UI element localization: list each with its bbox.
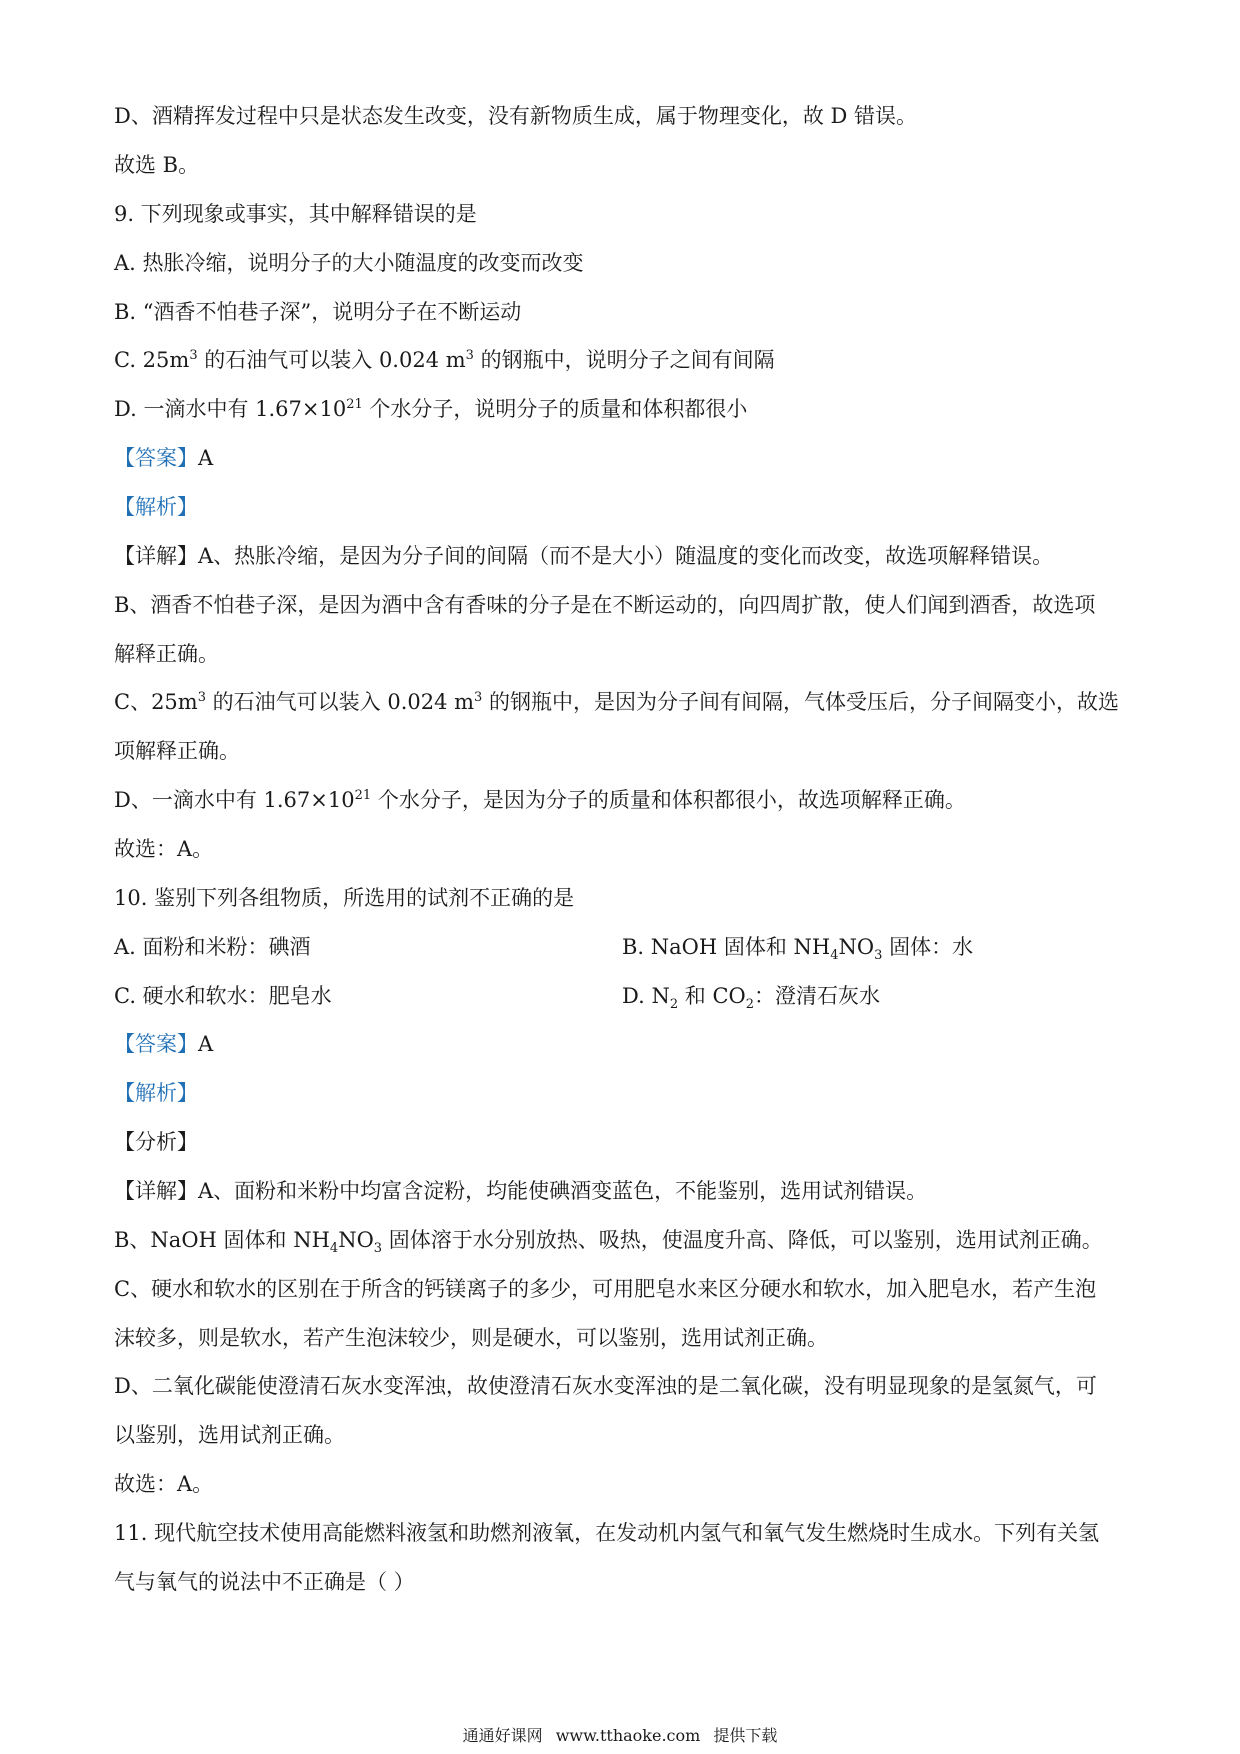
q10-answer — [114, 1034, 213, 1055]
q9-detail-d: D、一滴水中有 $1.67\times 10^{21}$ 个水分子，是因为分子的质量和体积都很小，故选项解释正确。 — [114, 788, 966, 812]
q10-detail-b: B、NaOH 固体和 $NH_4NO_3$ 固体溶于水分别放热、吸热，使温度升高、降低，可以鉴别，选用试剂正确。 — [114, 1228, 1103, 1257]
q10-fenxi-tag: 【分析】 — [114, 1130, 198, 1154]
q8-conclusion: 故选 B。 — [114, 153, 200, 177]
q9-conclusion: 故选：A。 — [114, 837, 214, 861]
q9-detail-a: 【详解】A、热胀冷缩，是因为分子间的间隔（而不是大小）随温度的变化而改变，故选项解释错误。 — [114, 544, 1054, 568]
answer-value: A — [198, 1032, 214, 1056]
q9-detail-c-cont: 项解释正确。 — [114, 739, 240, 763]
q10-detail-c-cont: 沫较多，则是软水，若产生泡沫较少，则是硬水，可以鉴别，选用试剂正确。 — [114, 1326, 828, 1350]
q8-option-d-explanation: D、酒精挥发过程中只是状态发生改变，没有新物质生成，属于物理变化，故 D 错误。 — [114, 104, 918, 128]
q9-option-d: D. 一滴水中有 $1.67\times 10^{21}$ 个水分子，说明分子的质量和体积都很小 — [114, 397, 748, 421]
q9-analysis-tag: 【解析】 — [114, 495, 198, 519]
q10-detail-d-cont: 以鉴别，选用试剂正确。 — [114, 1423, 345, 1447]
q11-stem-cont: 气与氧气的说法中不正确是（ ） — [114, 1570, 415, 1594]
answer-tag: 【答案】 — [114, 446, 198, 470]
q9-option-c: C. $25m^3$ 的石油气可以装入 0.024 $m^3$ 的钢瓶中，说明分子之间有间隔 — [114, 348, 775, 372]
q10-option-c: C. 硬水和软水：肥皂水 — [114, 984, 332, 1008]
q9-detail-b-cont: 解释正确。 — [114, 642, 219, 666]
q9-detail-c: C、$25m^3$ 的石油气可以装入 0.024 $m^3$ 的钢瓶中，是因为分子间有间隔，气体受压后，分子间隔变小，故选 — [114, 690, 1120, 714]
q10-analysis-tag: 【解析】 — [114, 1081, 198, 1105]
answer-tag: 【答案】 — [114, 1032, 198, 1056]
q10-detail-c: C、硬水和软水的区别在于所含的钙镁离子的多少，可用肥皂水来区分硬水和软水，加入肥皂水，若产生泡 — [114, 1277, 1097, 1301]
q9-option-a: A. 热胀冷缩，说明分子的大小随温度的改变而改变 — [114, 251, 584, 275]
q9-detail-b: B、酒香不怕巷子深，是因为酒中含有香味的分子是在不断运动的，向四周扩散，使人们闻到酒香，故选项 — [114, 593, 1096, 617]
q9-option-b: B. “酒香不怕巷子深”，说明分子在不断运动 — [114, 300, 522, 324]
page-footer — [0, 1728, 1240, 1744]
q10-option-b: B. NaOH 固体和 $NH_4NO_3$ 固体：水 — [622, 935, 974, 964]
q11-stem: 11. 现代航空技术使用高能燃料液氢和助燃剂液氧，在发动机内氢气和氧气发生燃烧时生成水。下列有关氢 — [114, 1521, 1100, 1545]
q10-stem: 10. 鉴别下列各组物质，所选用的试剂不正确的是 — [114, 886, 575, 910]
q10-option-d: D. $N_2$ 和 $CO_2$：澄清石灰水 — [622, 984, 881, 1013]
q9-stem: 9. 下列现象或事实，其中解释错误的是 — [114, 202, 477, 226]
q10-detail-d: D、二氧化碳能使澄清石灰水变浑浊，故使澄清石灰水变浑浊的是二氧化碳，没有明显现象的是氢氮气，可 — [114, 1374, 1097, 1398]
answer-value: A — [198, 446, 214, 470]
q10-detail-a: 【详解】A、面粉和米粉中均富含淀粉，均能使碘酒变蓝色，不能鉴别，选用试剂错误。 — [114, 1179, 928, 1203]
q10-conclusion: 故选：A。 — [114, 1472, 214, 1496]
q10-option-a: A. 面粉和米粉：碘酒 — [114, 935, 311, 959]
footer-site-name: 通通好课网 — [462, 1726, 543, 1745]
footer-suffix: 提供下载 — [713, 1726, 778, 1745]
footer-url[interactable]: www.tthaoke.com — [555, 1726, 701, 1745]
q9-answer — [114, 448, 213, 469]
